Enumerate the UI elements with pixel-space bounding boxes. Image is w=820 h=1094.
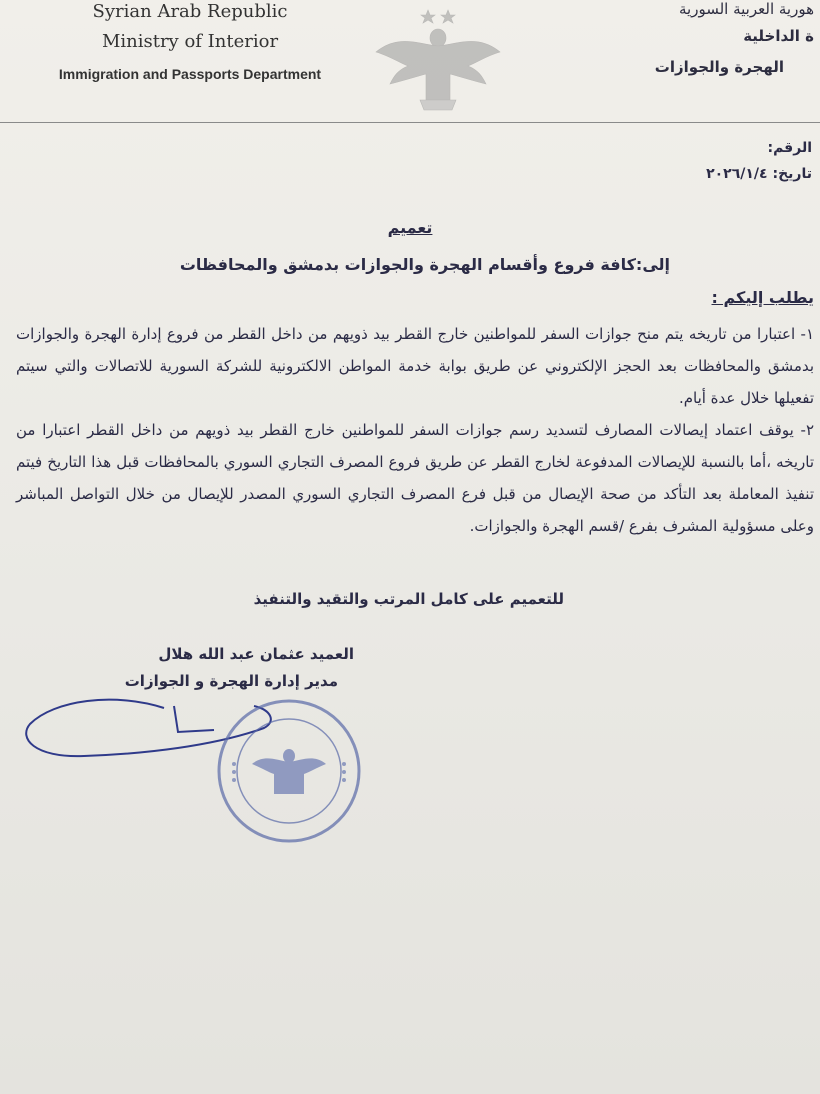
request-heading: يطلب إليكم : xyxy=(711,288,814,307)
closing-line: للتعميم على كامل المرتب والتقيد والتنفيذ xyxy=(253,590,564,608)
signatory-title: مدير إدارة الهجرة و الجوازات xyxy=(124,672,338,690)
arabic-letterhead xyxy=(614,0,814,82)
body-paragraph-1: ١- اعتبارا من تاريخه يتم منح جوازات السفر للمواطنين خارج القطر بيد ذويهم من داخل القطر من فروع إدارة الهجرة والجوازات بدمشق والمحافظات بعد الحجز الإلكتروني عن طريق بوابة خدمة المواطن الالكترونية للشركة السورية للاتصالات والتي سيتم تفعيلها خلال عدة أيام. xyxy=(16,325,814,407)
letterhead-department-en: Immigration and Passports Department xyxy=(58,66,322,82)
reference-number: الرقم: xyxy=(767,140,812,156)
body-paragraph-2: ٢- يوقف اعتماد إيصالات المصارف لتسديد رسم جوازات السفر للمواطنين خارج القطر بيد ذويهم من داخل القطر اعتبارا من تاريخه ،أما بالنسبة للإيصالات المدفوعة لخارج القطر عن طريق فروع المصرف التجاري السوري بالمحافظات قبل هذا التاريخ فيتم تنفيذ المعاملة بعد التأكد من صحة الإيصال من قبل فرع المصرف التجاري السوري المصدر للإيصال من خلال التواصل المباشر وعلى مسؤولية المشرف بفرع /قسم الهجرة والجوازات. xyxy=(16,421,814,535)
letterhead-department-ar: الهجرة والجوازات xyxy=(654,58,784,76)
document-body xyxy=(16,318,814,542)
letterhead-ministry-en: Ministry of Interior xyxy=(101,31,279,52)
english-letterhead xyxy=(40,0,340,88)
official-seal-stamp xyxy=(214,698,364,844)
reference-date: تاريخ: ٢٠٢٦/١/٤ xyxy=(706,166,812,182)
addressee-line: إلى:كافة فروع وأقسام الهجرة والجوازات بدمشق والمحافظات xyxy=(179,255,670,274)
signatory-name: العميد عثمان عبد الله هلال xyxy=(158,645,354,663)
header-divider xyxy=(0,122,820,123)
letterhead-country-en: Syrian Arab Republic xyxy=(92,1,288,22)
letterhead-ministry-ar: ة الداخلية xyxy=(743,27,814,45)
document-title: تعميم xyxy=(387,218,433,237)
eagle-emblem-icon xyxy=(368,4,508,114)
letterhead-country-ar: هورية العربية السورية xyxy=(679,0,814,18)
